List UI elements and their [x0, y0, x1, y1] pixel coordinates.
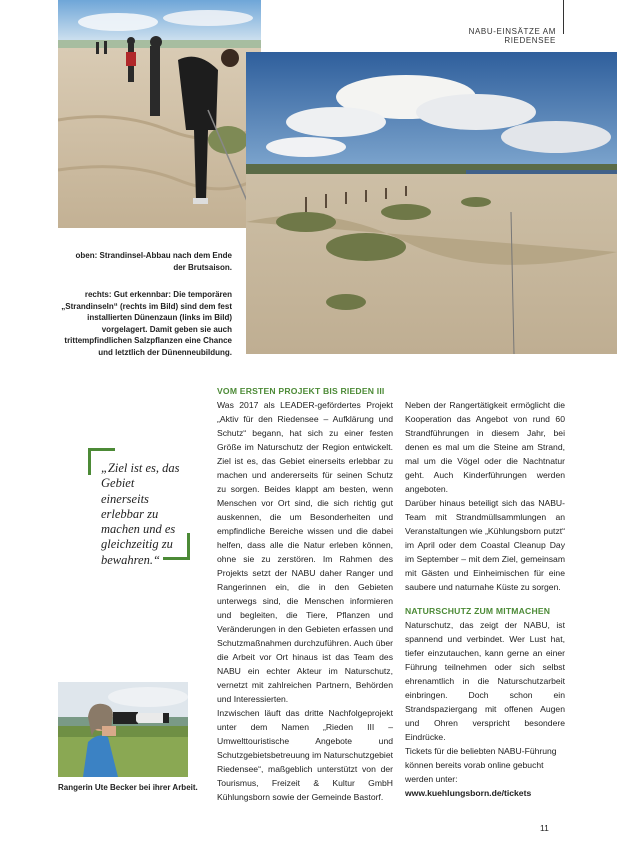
- paragraph: Neben der Rangertätigkeit ermöglicht die Kooperation das Angebot von rund 60 Strandführungen in diesem Jahr, bei denen es mal um die Steine am Strand, mal um die Vögel oder die Nachtnatur geht. Auch Kinderführungen werden angeboten.: [405, 400, 565, 494]
- heading-naturschutz-zum-mitmachen: NATURSCHUTZ ZUM MITMACHEN: [405, 606, 551, 616]
- photo-strandinseln-duenenzaun: [246, 52, 617, 354]
- article-column-1: [217, 384, 393, 804]
- paragraph: Naturschutz, das zeigt der NABU, ist spannend und verbindet. Wer Lust hat, tiefer einzutauchen, kann gerne an einer Führung teilnehmen oder sich selbst ehrenamtlich in die Naturschutzarbeit einbringen. Doch schon ein Strandspaziergang mit offenen Augen und Ohren verspricht besondere Eindrücke.: [405, 620, 565, 742]
- paragraph: Tickets für die beliebten NABU-Führung können bereits vorab online gebucht werden unter:: [405, 746, 557, 784]
- pull-quote: „Ziel ist es, das Gebiet einerseits erlebbar zu machen und es gleichzeitig zu bewahren.“: [101, 461, 180, 567]
- caption-ranger: Rangerin Ute Becker bei ihrer Arbeit.: [58, 783, 198, 792]
- photo-strandinsel-abbau: [58, 0, 261, 228]
- tickets-link[interactable]: www.kuehlungsborn.de/tickets: [405, 788, 532, 798]
- photo-rangerin: [58, 682, 188, 777]
- article-column-2: [405, 398, 565, 800]
- paragraph: Was 2017 als LEADER-gefördertes Projekt „Aktiv für den Riedensee – Aufklärung und Schutz“ begann, hat sich zu einer festen Größe im Naturschutz der Region entwickelt. Ziel ist es, das Gebiet einerseits erlebbar zu machen und andererseits für seinen Schutz zu sorgen. Beides klappt am besten, wenn Menschen vor Ort sind, die sich richtig gut auskennen, die um Besonderheiten und empfindliche Bereiche wissen und die dabei helfen, dass alle die Natur erleben können, ohne sie zu zerstören. Im Rahmen des Projekts setzt der NABU daher Ranger und Rangerinnen ein, die in den Gebieten unterwegs sind, die Menschen informieren und begleiten, die Tiere, Pflanzen und Veränderungen in den Gebieten erfassen und Schutzmaßnahmen durchzuführen. Auch über die Arbeit vor Ort hinaus ist das Team des NABU ein echter Akteur im Naturschutz, vernetzt mit zahlreichen Partnern, Behörden und Interessierten.: [217, 400, 393, 704]
- paragraph: Inzwischen läuft das dritte Nachfolgeprojekt unter dem Namen „Rieden III – Umwelttouristische Angebote und Schutzgebietsbetreuung im Naturschutzgebiet Riedensee“, maßgeblich unterstützt von der Tourismus, Freizeit & Kultur GmbH Kühlungsborn sowie der Gemeinde Bastorf.: [217, 708, 393, 802]
- section-header: NABU-EINSÄTZE AM RIEDENSEE: [468, 27, 556, 45]
- caption-top: oben: Strandinsel-Abbau nach dem Ende der Brutsaison.: [75, 251, 232, 272]
- page-number: 11: [540, 823, 549, 833]
- paragraph: Darüber hinaus beteiligt sich das NABU-Team mit Strandmüllsammlungen an Veranstaltungen wie „Kühlungsborn putzt“ im April oder dem Coastal Cleanup Day im September – mit dem Ziel, gemeinsam mit Gästen und Einheimischen für eine saubere und naturnahe Küste zu sorgen.: [405, 498, 565, 592]
- heading-vom-ersten-projekt: VOM ERSTEN PROJEKT BIS RIEDEN III: [217, 386, 385, 396]
- header-divider: [563, 0, 564, 34]
- caption-right: rechts: Gut erkennbar: Die temporären „Strandinseln“ (rechts im Bild) sind dem fest installierten Dünenzaun (links im Bild) vorgelagert. Damit geben sie auch trittempfindlichen Salzpflanzen eine Chance und letztlich der Dünenneubildung.: [61, 290, 232, 357]
